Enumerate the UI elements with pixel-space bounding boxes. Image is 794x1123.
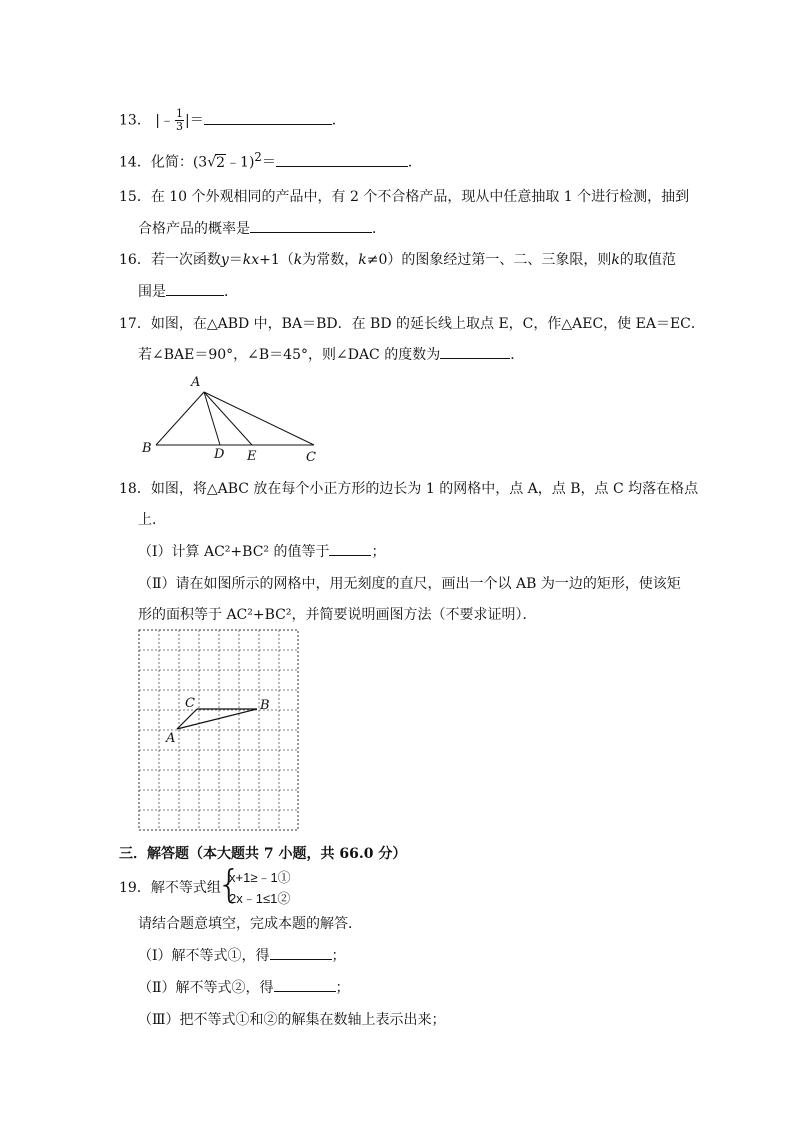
question-text: 如图，在△ABD 中，BA＝BD．在 BD 的延长线上取点 E，C，作△AEC，使 EA＝EC． <box>150 316 705 332</box>
answer-blank[interactable] <box>440 344 510 359</box>
question-text: （Ⅱ）请在如图所示的网格中，用无刻度的直尺，画出一个以 AB 为一边的矩形，使该矩 <box>138 576 681 592</box>
answer-blank[interactable] <box>166 281 224 296</box>
numerator: 1 <box>176 107 183 120</box>
question-16 <box>119 249 676 269</box>
inequality-1: x+1≥﹣1① <box>229 870 291 885</box>
grid-border <box>139 630 298 830</box>
question-number: 15． <box>119 189 151 205</box>
answer-blank[interactable] <box>274 977 336 992</box>
question-text: （Ⅰ）计算 AC²+BC² 的值等于 <box>138 544 330 560</box>
segment-ad <box>204 392 220 445</box>
label-c: C <box>185 696 195 711</box>
question-text: ≠0）的图象经过第一、二、三象限，则 <box>366 252 612 268</box>
semicolon: ； <box>371 544 386 560</box>
question-number: 16． <box>119 252 151 268</box>
label-d: D <box>214 447 225 462</box>
equals: ＝ <box>261 154 276 171</box>
period: ． <box>372 221 386 237</box>
question-text: 上． <box>138 512 166 528</box>
segment-ac <box>204 392 314 445</box>
question-number: 18． <box>119 481 151 497</box>
var-y: y <box>220 252 229 268</box>
answer-blank[interactable] <box>204 110 332 125</box>
question-15 <box>119 186 689 206</box>
section-heading: 三．解答题（本大题共 7 小题，共 66.0 分） <box>119 846 407 862</box>
question-text: 若一次函数 <box>150 252 221 268</box>
answer-blank[interactable] <box>270 945 332 960</box>
label-e: E <box>247 449 257 464</box>
expr-open: (3 <box>192 154 208 171</box>
question-number: 14． <box>119 154 151 171</box>
label-b: B <box>260 698 270 713</box>
abs-close: |＝ <box>185 112 204 129</box>
expr-close: ﹣1) <box>226 154 255 171</box>
question-18-part2 <box>138 573 681 593</box>
brace-symbol: { <box>217 862 242 906</box>
question-text: 围是 <box>138 284 166 300</box>
semicolon: ； <box>335 980 350 996</box>
period: ． <box>224 284 238 300</box>
q19-instruction: 请结合题意填空，完成本题的解答． <box>138 916 362 932</box>
label-c: C <box>306 450 316 464</box>
period: ． <box>407 154 422 171</box>
answer-blank[interactable] <box>276 152 408 167</box>
grid-figure <box>138 629 300 832</box>
question-18-part1 <box>138 541 385 561</box>
question-19 <box>119 877 221 897</box>
question-14 <box>119 150 422 172</box>
question-18 <box>119 478 698 498</box>
question-text: 为常数， <box>302 252 359 268</box>
var-kx: kx <box>242 252 260 268</box>
segment-ab <box>177 709 257 729</box>
answer-blank[interactable] <box>329 541 371 556</box>
label-a: A <box>166 731 176 746</box>
question-number: 17． <box>119 316 151 332</box>
question-text: （Ⅱ）解不等式②，得 <box>138 980 274 996</box>
question-text: 如图，将△ABC 放在每个小正方形的边长为 1 的网格中，点 A，点 B，点 C 均落在格点 <box>150 481 699 497</box>
fraction <box>175 108 184 133</box>
question-15-line2 <box>138 218 386 238</box>
question-17-line2 <box>138 344 524 364</box>
question-18-part2-line2 <box>138 604 537 624</box>
denominator: 3 <box>176 120 183 133</box>
period: ． <box>331 112 346 129</box>
var-k: k <box>358 252 367 268</box>
triangle-figure <box>136 372 326 464</box>
period: ． <box>510 347 525 363</box>
segment-ae <box>204 392 252 445</box>
equals: ＝ <box>228 252 243 268</box>
var-k: k <box>293 252 303 268</box>
question-text: 在 10 个外观相同的产品中，有 2 个不合格产品，现从中任意抽取 1 个进行检测，抽到 <box>150 189 690 205</box>
answer-blank[interactable] <box>250 218 372 233</box>
question-text: 合格产品的概率是 <box>138 221 250 237</box>
question-number: 13． <box>119 112 151 129</box>
var-k: k <box>611 252 620 268</box>
question-text: 若∠BAE＝90°，∠B＝45°，则∠DAC 的度数为 <box>138 347 441 363</box>
radicand: 2 <box>216 154 226 171</box>
question-text: （Ⅰ）解不等式①，得 <box>138 948 270 964</box>
q19-part2 <box>138 977 350 997</box>
exponent: 2 <box>254 150 262 164</box>
segment-ba <box>156 392 204 445</box>
sqrt-symbol: √ <box>207 154 217 171</box>
question-label: 化简： <box>150 154 193 171</box>
abs-open: |﹣ <box>155 112 174 129</box>
q19-part3: （Ⅲ）把不等式①和②的解集在数轴上表示出来； <box>138 1012 446 1028</box>
label-b: B <box>142 441 152 456</box>
label-a: A <box>191 375 201 390</box>
question-text: 形的面积等于 AC²+BC²，并简要说明画图方法（不要求证明）． <box>138 607 537 623</box>
question-16-line2 <box>138 281 238 301</box>
question-13 <box>119 108 346 133</box>
question-number: 19． <box>119 880 151 896</box>
inequality-2: 2x﹣1≤1② <box>229 891 291 906</box>
question-17 <box>119 313 705 333</box>
q19-part1 <box>138 945 346 965</box>
question-text: 解不等式组 <box>150 880 221 896</box>
question-18-line2 <box>138 509 166 529</box>
question-text: 的取值范 <box>619 252 676 268</box>
question-text: +1（ <box>259 252 294 268</box>
semicolon: ； <box>331 948 346 964</box>
